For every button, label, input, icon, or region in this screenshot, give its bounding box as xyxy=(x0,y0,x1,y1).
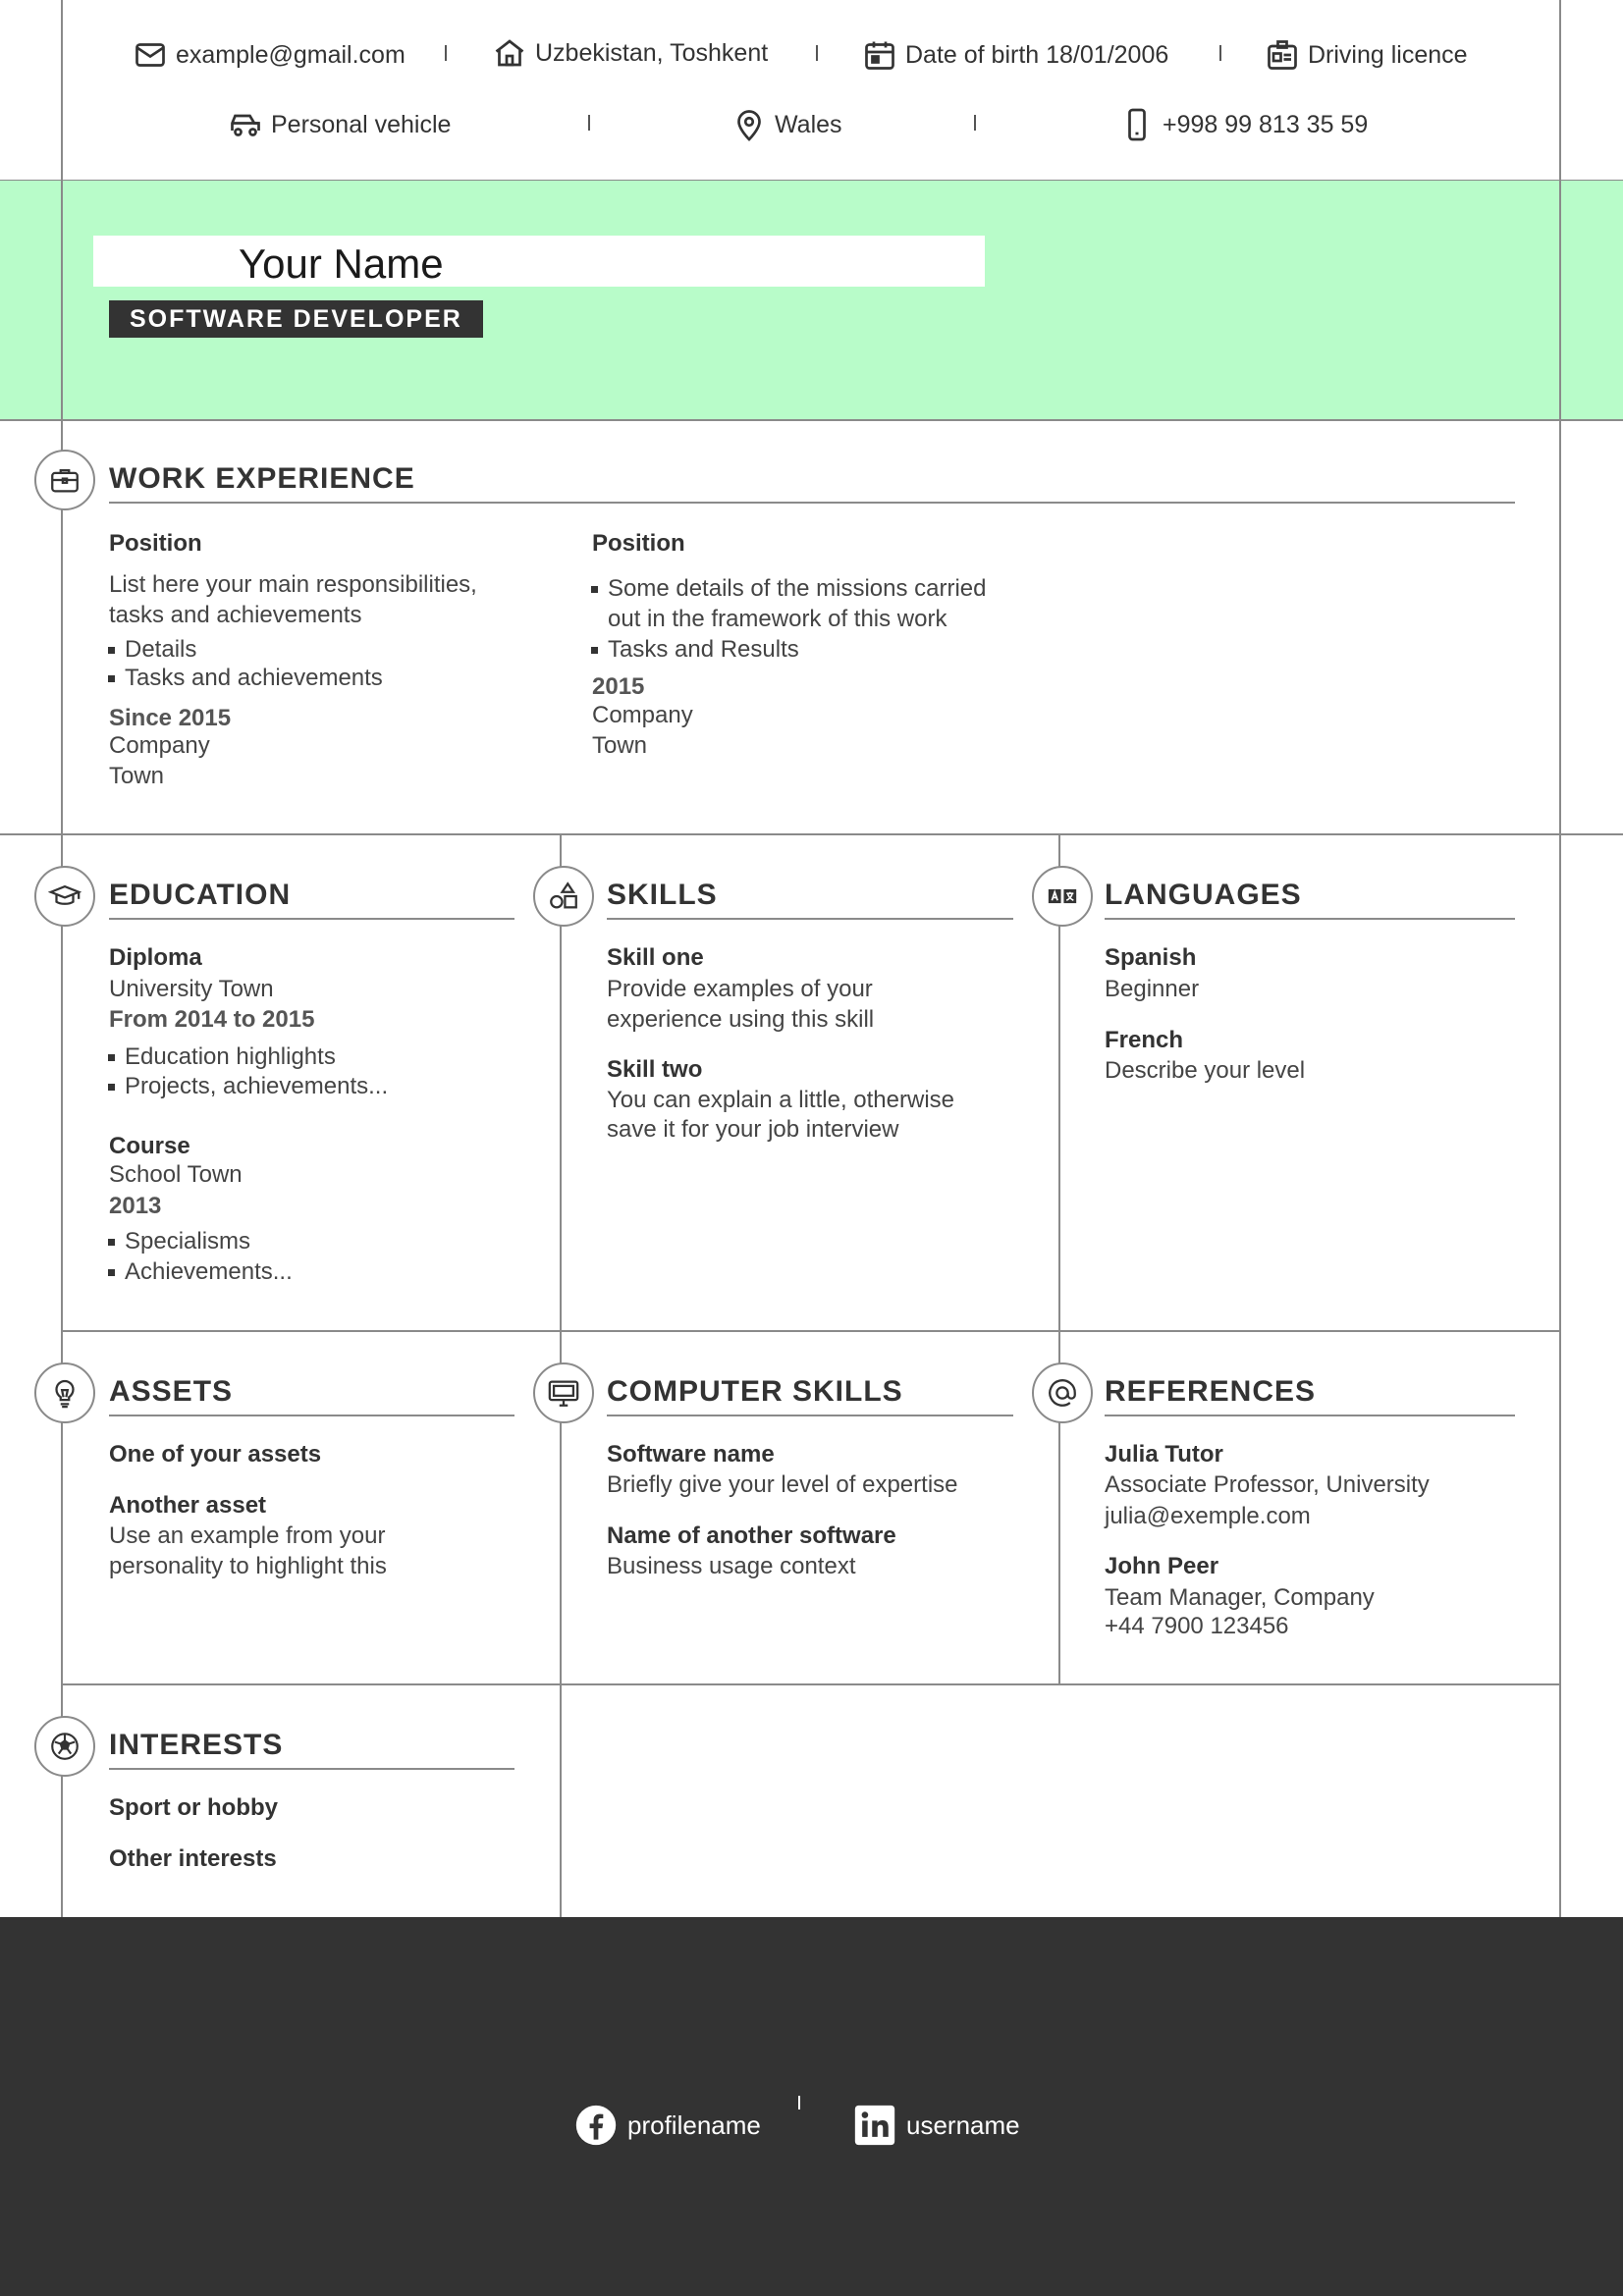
software-name: Software name xyxy=(607,1441,775,1468)
contact-birth xyxy=(862,37,1168,73)
job-date: 2015 xyxy=(592,673,645,700)
band-bottom-line xyxy=(0,419,1623,421)
graduation-cap-icon xyxy=(48,880,81,913)
job-bullet: Details xyxy=(108,634,196,665)
skill-name: Skill one xyxy=(607,944,704,971)
reference-role: Team Manager, Company xyxy=(1105,1584,1375,1611)
skills-section-badge xyxy=(533,866,594,927)
facebook-username: profilename xyxy=(627,2109,761,2140)
software-level: Business usage context xyxy=(607,1553,856,1579)
education-bullet: Projects, achievements... xyxy=(108,1071,388,1101)
id-card-icon xyxy=(1265,37,1300,73)
education-bullet: Achievements... xyxy=(108,1256,293,1287)
phone-text: +998 99 813 35 59 xyxy=(1163,110,1369,138)
assets-section-badge xyxy=(34,1362,95,1423)
vehicle-text: Personal vehicle xyxy=(271,110,452,138)
language-level: Beginner xyxy=(1105,976,1200,1002)
education-date: From 2014 to 2015 xyxy=(109,1006,315,1033)
interests-section-rule xyxy=(109,1768,514,1770)
asset-description: personality to highlight this xyxy=(109,1553,387,1579)
languages-section-title: LANGUAGES xyxy=(1105,879,1302,911)
language-level: Describe your level xyxy=(1105,1057,1306,1084)
job-town: Town xyxy=(109,763,165,789)
row-divider-2 xyxy=(61,1330,1561,1332)
row-divider-1 xyxy=(0,833,1623,835)
skill-description: save it for your job interview xyxy=(607,1116,899,1143)
computer-skills-section-title: COMPUTER SKILLS xyxy=(607,1375,903,1408)
briefcase-icon xyxy=(48,463,81,497)
asset-name: One of your assets xyxy=(109,1441,322,1468)
asset-name: Another asset xyxy=(109,1492,267,1519)
computer-skills-section-rule xyxy=(607,1415,1013,1416)
computer-skills-section-badge xyxy=(533,1362,594,1423)
interest-item: Sport or hobby xyxy=(109,1794,278,1821)
education-degree: Diploma xyxy=(109,944,202,971)
birth-text: Date of birth 18/01/2006 xyxy=(905,40,1169,69)
left-border-line-band xyxy=(61,181,63,420)
location-text: Wales xyxy=(775,110,842,138)
job-description: List here your main responsibilities, xyxy=(109,571,477,598)
map-pin-icon xyxy=(731,107,767,142)
education-bullet: Education highlights xyxy=(108,1041,336,1072)
skill-description: You can explain a little, otherwise xyxy=(607,1087,954,1113)
job-bullet-continued: out in the framework of this work xyxy=(608,606,947,632)
footer-separator xyxy=(798,2096,800,2109)
education-place: School Town xyxy=(109,1161,243,1188)
job-town: Town xyxy=(592,732,648,759)
work-section-title: WORK EXPERIENCE xyxy=(109,462,415,495)
reference-name: Julia Tutor xyxy=(1105,1441,1223,1468)
references-section-badge xyxy=(1032,1362,1093,1423)
mail-icon xyxy=(133,37,168,73)
software-name: Name of another software xyxy=(607,1522,896,1549)
contact-separator xyxy=(588,115,590,131)
reference-name: John Peer xyxy=(1105,1553,1219,1579)
skill-description: Provide examples of your xyxy=(607,976,873,1002)
candidate-name: Your Name xyxy=(239,240,444,287)
assets-section-rule xyxy=(109,1415,514,1416)
skills-section-rule xyxy=(607,918,1013,920)
education-section-badge xyxy=(34,866,95,927)
education-degree: Course xyxy=(109,1133,190,1159)
footer-bar xyxy=(0,1917,1623,2296)
job-position: Position xyxy=(592,530,685,557)
linkedin-username: username xyxy=(906,2109,1020,2140)
work-section-rule xyxy=(109,502,1515,504)
skill-description: experience using this skill xyxy=(607,1006,875,1033)
shapes-icon xyxy=(547,880,580,913)
job-date: Since 2015 xyxy=(109,705,232,731)
asset-description: Use an example from your xyxy=(109,1522,386,1549)
calendar-icon xyxy=(862,37,897,73)
lightbulb-icon xyxy=(48,1376,81,1410)
reference-contact[interactable]: julia@exemple.com xyxy=(1105,1503,1311,1529)
translate-icon xyxy=(1046,880,1079,913)
address-text: Uzbekistan, Toshkent xyxy=(535,38,769,67)
contact-separator xyxy=(1219,45,1221,61)
language-name: Spanish xyxy=(1105,944,1197,971)
interests-section-badge xyxy=(34,1716,95,1777)
contact-address xyxy=(492,35,768,71)
linkedin-link[interactable] xyxy=(853,2104,1020,2147)
interest-item: Other interests xyxy=(109,1845,277,1872)
facebook-icon xyxy=(574,2104,618,2147)
linkedin-icon xyxy=(853,2104,896,2147)
education-section-rule xyxy=(109,918,514,920)
contact-email[interactable] xyxy=(133,37,406,73)
language-name: French xyxy=(1105,1027,1184,1053)
at-sign-icon xyxy=(1046,1376,1079,1410)
contact-phone[interactable] xyxy=(1119,107,1368,142)
contact-licence xyxy=(1265,37,1468,73)
software-level: Briefly give your level of expertise xyxy=(607,1471,958,1498)
assets-section-title: ASSETS xyxy=(109,1375,234,1408)
car-icon xyxy=(228,107,263,142)
references-section-title: REFERENCES xyxy=(1105,1375,1317,1408)
education-place: University Town xyxy=(109,976,274,1002)
monitor-icon xyxy=(547,1376,580,1410)
references-section-rule xyxy=(1105,1415,1515,1416)
languages-section-rule xyxy=(1105,918,1515,920)
job-bullet: Tasks and Results xyxy=(591,634,799,665)
home-icon xyxy=(492,35,527,71)
contact-vehicle xyxy=(228,107,451,142)
contact-separator xyxy=(445,45,447,61)
skill-name: Skill two xyxy=(607,1056,703,1083)
work-section-badge xyxy=(34,450,95,510)
email-text: example@gmail.com xyxy=(176,40,406,69)
soccer-ball-icon xyxy=(48,1730,81,1763)
phone-icon xyxy=(1119,107,1155,142)
job-description: tasks and achievements xyxy=(109,602,362,628)
column-divider-2 xyxy=(1058,834,1060,1684)
job-company: Company xyxy=(109,732,210,759)
skills-section-title: SKILLS xyxy=(607,879,718,911)
contact-separator xyxy=(974,115,976,131)
contact-location xyxy=(731,107,842,142)
education-date: 2013 xyxy=(109,1193,162,1219)
education-section-title: EDUCATION xyxy=(109,879,292,911)
job-bullet: Tasks and achievements xyxy=(108,663,383,693)
job-company: Company xyxy=(592,702,693,728)
reference-contact: +44 7900 123456 xyxy=(1105,1613,1289,1639)
contact-separator xyxy=(816,45,818,61)
right-border-line-band xyxy=(1559,181,1561,420)
interests-section-title: INTERESTS xyxy=(109,1729,284,1761)
job-title-badge: SOFTWARE DEVELOPER xyxy=(109,300,483,338)
reference-role: Associate Professor, University xyxy=(1105,1471,1430,1498)
licence-text: Driving licence xyxy=(1308,40,1468,69)
facebook-link[interactable] xyxy=(574,2104,761,2147)
name-field xyxy=(93,236,985,287)
row-divider-3 xyxy=(61,1683,1561,1685)
job-position: Position xyxy=(109,530,202,557)
languages-section-badge xyxy=(1032,866,1093,927)
job-bullet: Some details of the missions carried xyxy=(591,573,987,604)
education-bullet: Specialisms xyxy=(108,1226,250,1256)
